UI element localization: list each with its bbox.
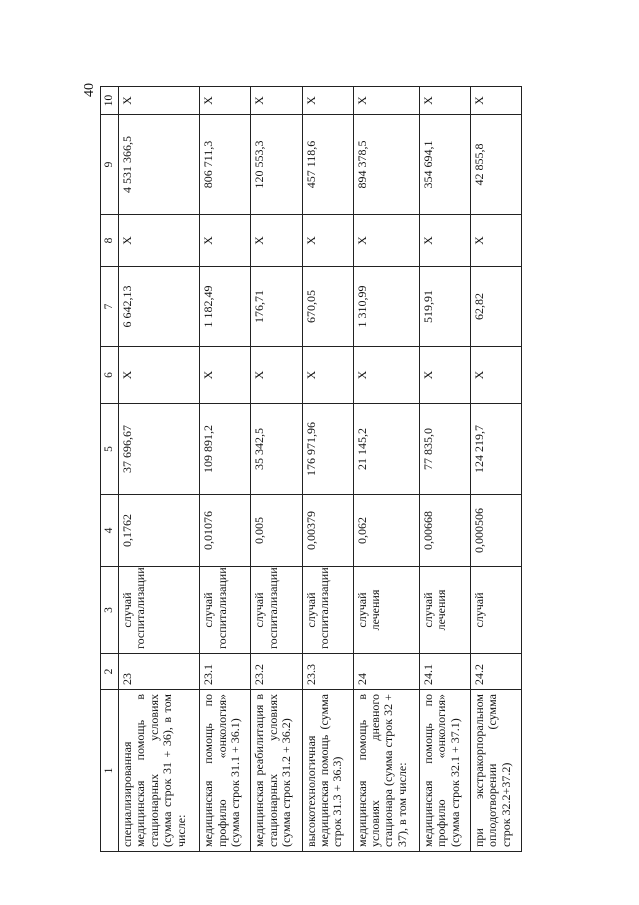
cell-col6: Х — [251, 347, 302, 404]
header-cell: 1 — [101, 690, 119, 852]
cell-col9: 354 694,1 — [419, 115, 470, 215]
cell-col9: 457 118,6 — [302, 115, 353, 215]
header-cell: 4 — [101, 495, 119, 567]
cell-col4: 0,000506 — [470, 495, 521, 567]
cell-col8: Х — [419, 215, 470, 267]
table-row — [419, 87, 470, 852]
cell-col5: 21 145,2 — [353, 404, 419, 495]
medical-care-table — [100, 86, 522, 852]
cell-col10: Х — [251, 87, 302, 115]
cell-col4: 0,062 — [353, 495, 419, 567]
row-name: медицинская помощь в условиях дневного стационара (сумма строк 32 + 37), в том числе: — [353, 690, 419, 852]
cell-col8: Х — [353, 215, 419, 267]
cell-col9: 120 553,3 — [251, 115, 302, 215]
cell-col5: 37 696,67 — [119, 404, 200, 495]
rotated-table-container — [100, 87, 522, 852]
table-row — [200, 87, 251, 852]
row-line-number: 23 — [119, 654, 200, 690]
cell-col10: Х — [200, 87, 251, 115]
cell-col6: Х — [353, 347, 419, 404]
row-unit: случай лечения — [353, 567, 419, 654]
cell-col7: 176,71 — [251, 267, 302, 347]
row-name: высокотехнологичная медицинская помощь (сумма строк 31.3 + 36.3) — [302, 690, 353, 852]
cell-col5: 124 219,7 — [470, 404, 521, 495]
cell-col4: 0,1762 — [119, 495, 200, 567]
table-row — [119, 87, 200, 852]
header-cell: 3 — [101, 567, 119, 654]
header-cell: 5 — [101, 404, 119, 495]
row-name: медицинская помощь по профилю «онкология» (сумма строк 32.1 + 37.1) — [419, 690, 470, 852]
cell-col8: Х — [119, 215, 200, 267]
cell-col7: 1 182,49 — [200, 267, 251, 347]
table-row — [353, 87, 419, 852]
header-row — [101, 87, 119, 852]
cell-col9: 806 711,3 — [200, 115, 251, 215]
cell-col8: Х — [251, 215, 302, 267]
row-name: специализированная медицинская помощь в стационарных условиях (сумма строк 31 + 36), в том числе: — [119, 690, 200, 852]
row-line-number: 23.1 — [200, 654, 251, 690]
cell-col7: 62,82 — [470, 267, 521, 347]
cell-col7: 6 642,13 — [119, 267, 200, 347]
cell-col7: 1 310,99 — [353, 267, 419, 347]
cell-col6: Х — [119, 347, 200, 404]
cell-col5: 176 971,96 — [302, 404, 353, 495]
cell-col4: 0,005 — [251, 495, 302, 567]
row-line-number: 24.2 — [470, 654, 521, 690]
cell-col9: 42 855,8 — [470, 115, 521, 215]
cell-col10: Х — [470, 87, 521, 115]
cell-col7: 519,91 — [419, 267, 470, 347]
cell-col8: Х — [200, 215, 251, 267]
cell-col5: 35 342,5 — [251, 404, 302, 495]
cell-col6: Х — [470, 347, 521, 404]
cell-col5: 109 891,2 — [200, 404, 251, 495]
cell-col10: Х — [302, 87, 353, 115]
cell-col10: Х — [419, 87, 470, 115]
row-unit: случай — [470, 567, 521, 654]
row-line-number: 24.1 — [419, 654, 470, 690]
row-name: медицинская помощь по профилю «онкология» (сумма строк 31.1 + 36.1) — [200, 690, 251, 852]
row-unit: случай госпитализации — [302, 567, 353, 654]
table-row — [302, 87, 353, 852]
cell-col10: Х — [119, 87, 200, 115]
table-row — [251, 87, 302, 852]
cell-col4: 0,00668 — [419, 495, 470, 567]
header-cell: 8 — [101, 215, 119, 267]
cell-col8: Х — [302, 215, 353, 267]
cell-col9: 894 378,5 — [353, 115, 419, 215]
row-name: медицинская реабилитация в стационарных условиях (сумма строк 31.2 + 36.2) — [251, 690, 302, 852]
page-number: 40 — [82, 83, 97, 97]
cell-col6: Х — [200, 347, 251, 404]
cell-col6: Х — [302, 347, 353, 404]
row-line-number: 23.2 — [251, 654, 302, 690]
header-cell: 7 — [101, 267, 119, 347]
row-line-number: 24 — [353, 654, 419, 690]
cell-col10: Х — [353, 87, 419, 115]
header-cell: 9 — [101, 115, 119, 215]
header-cell: 6 — [101, 347, 119, 404]
cell-col4: 0,01076 — [200, 495, 251, 567]
cell-col9: 4 531 366,5 — [119, 115, 200, 215]
row-unit: случай лечения — [419, 567, 470, 654]
row-name: при экстракорпоральном оплодотворении (сумма строк 32.2+37.2) — [470, 690, 521, 852]
cell-col5: 77 835,0 — [419, 404, 470, 495]
row-unit: случай госпитализации — [200, 567, 251, 654]
row-line-number: 23.3 — [302, 654, 353, 690]
cell-col4: 0,00379 — [302, 495, 353, 567]
row-unit: случай госпитализации — [251, 567, 302, 654]
header-cell: 2 — [101, 654, 119, 690]
header-cell: 10 — [101, 87, 119, 115]
cell-col6: Х — [419, 347, 470, 404]
table-row — [470, 87, 521, 852]
row-unit: случай госпитализации — [119, 567, 200, 654]
cell-col7: 670,05 — [302, 267, 353, 347]
cell-col8: Х — [470, 215, 521, 267]
